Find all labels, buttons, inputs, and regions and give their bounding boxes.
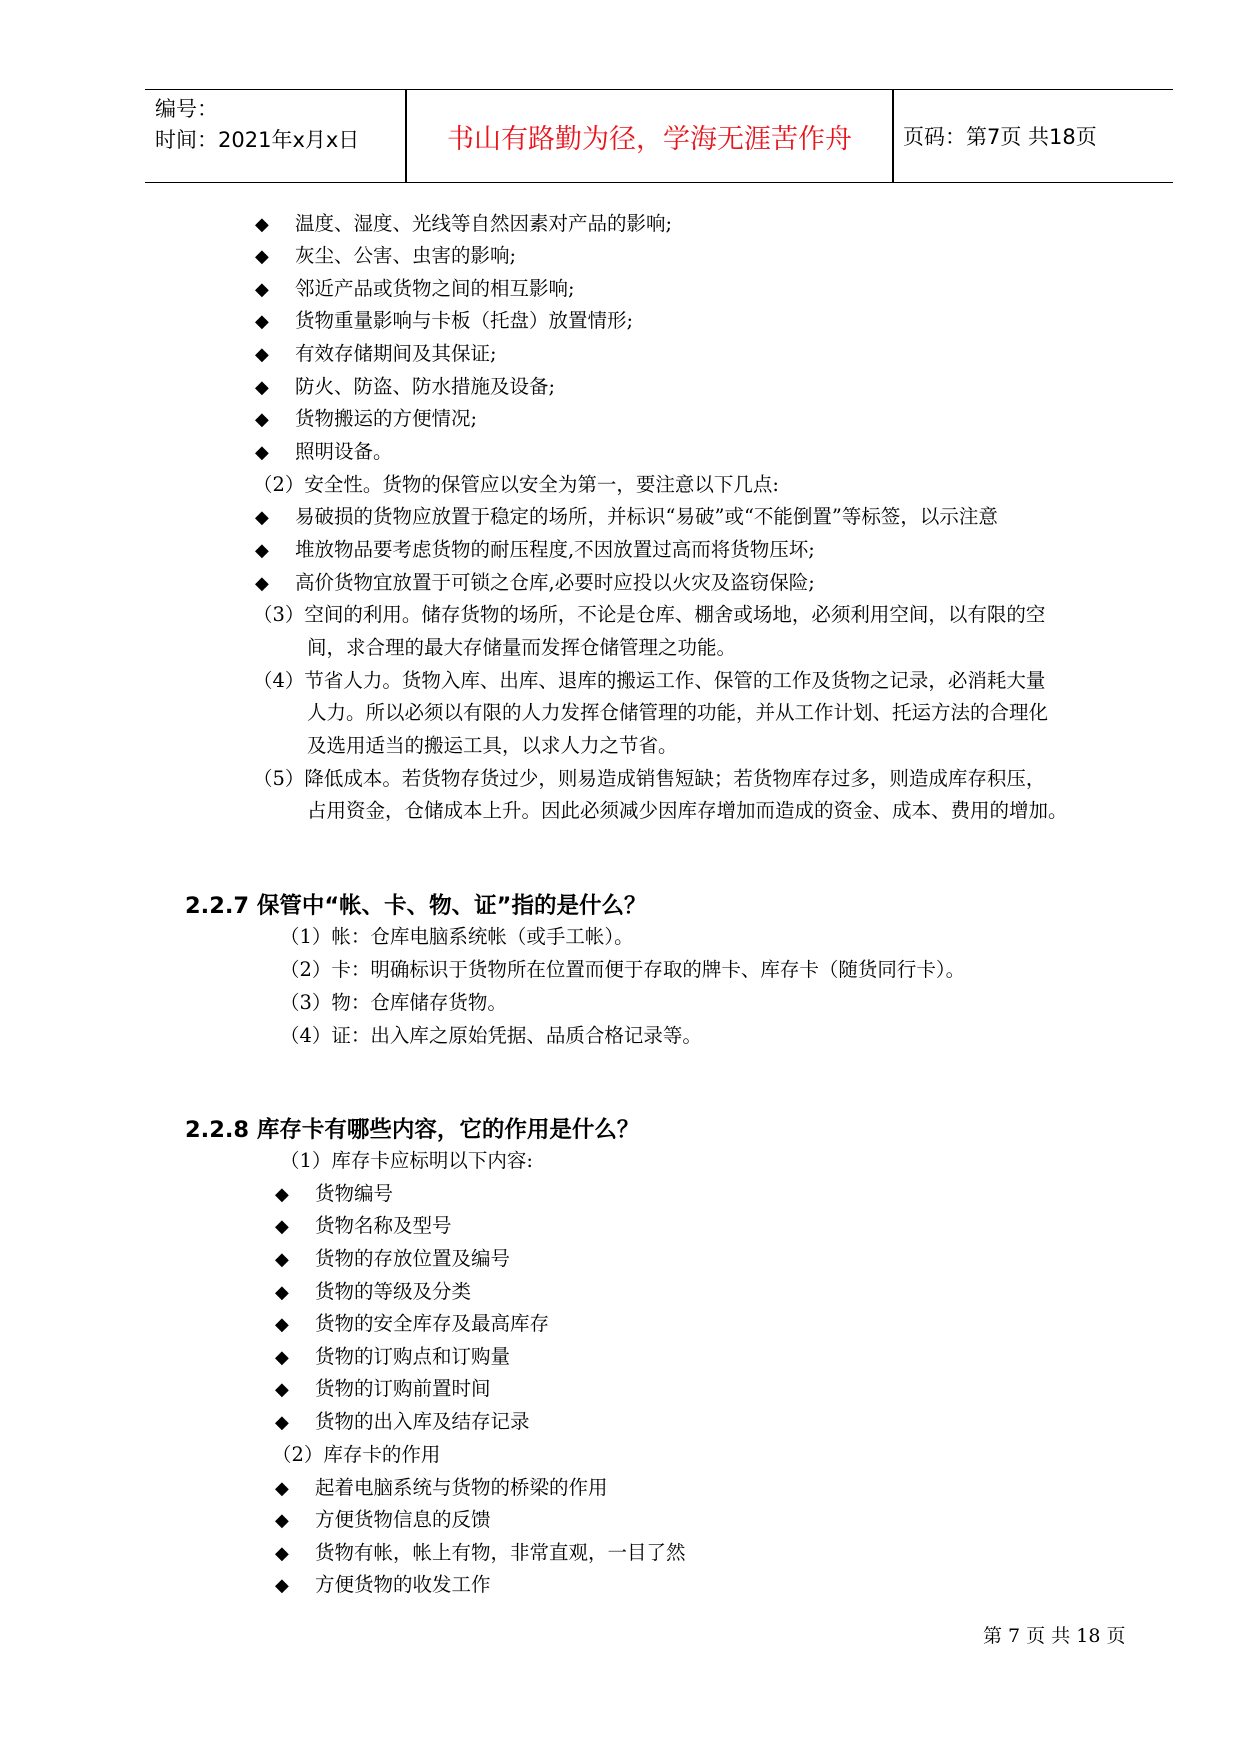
diamond-bullet-icon: ◆: [255, 377, 269, 398]
list-item: ◆ 防火、防盗、防水措施及设备;: [255, 372, 555, 403]
list-item: ◆ 货物名称及型号: [275, 1211, 452, 1242]
list-item: ◆ 货物重量影响与卡板（托盘）放置情形;: [255, 306, 633, 337]
list-item: ◆ 起着电脑系统与货物的桥梁的作用: [275, 1473, 608, 1504]
diamond-bullet-icon: ◆: [275, 1347, 289, 1368]
header-page-label: 页码：第7页 共18页: [903, 125, 1097, 149]
list-item: （4）证：出入库之原始凭据、品质合格记录等。: [280, 1024, 702, 1047]
paragraph: （2）库存卡的作用: [272, 1443, 441, 1466]
list-item: ◆ 货物的安全库存及最高库存: [275, 1309, 549, 1340]
paragraph: 及选用适当的搬运工具，以求人力之节省。: [307, 734, 678, 757]
list-item: ◆ 货物的订购点和订购量: [275, 1342, 510, 1373]
date-label: 时间：2021年x月x日: [155, 128, 360, 152]
diamond-bullet-icon: ◆: [275, 1314, 289, 1335]
section-heading: 2.2.7 保管中“帐、卡、物、证”指的是什么？: [185, 893, 647, 919]
list-item: ◆ 有效存储期间及其保证;: [255, 339, 497, 370]
diamond-bullet-icon: ◆: [275, 1478, 289, 1499]
paragraph: 占用资金，仓储成本上升。因此必须减少因库存增加而造成的资金、成本、费用的增加。: [307, 799, 1068, 822]
page-header: [145, 89, 1173, 183]
diamond-bullet-icon: ◆: [255, 540, 269, 561]
diamond-bullet-icon: ◆: [255, 442, 269, 463]
diamond-bullet-icon: ◆: [255, 311, 269, 332]
paragraph: 间，求合理的最大存储量而发挥仓储管理之功能。: [307, 636, 737, 659]
diamond-bullet-icon: ◆: [275, 1575, 289, 1596]
diamond-bullet-icon: ◆: [275, 1282, 289, 1303]
list-item: ◆ 货物编号: [275, 1179, 393, 1210]
paragraph: （2）安全性。货物的保管应以安全为第一，要注意以下几点:: [253, 473, 779, 496]
list-item: ◆ 方便货物的收发工作: [275, 1570, 491, 1601]
diamond-bullet-icon: ◆: [275, 1510, 289, 1531]
diamond-bullet-icon: ◆: [255, 507, 269, 528]
list-item: ◆ 货物的出入库及结存记录: [275, 1407, 530, 1438]
diamond-bullet-icon: ◆: [255, 409, 269, 430]
diamond-bullet-icon: ◆: [275, 1216, 289, 1237]
diamond-bullet-icon: ◆: [275, 1379, 289, 1400]
list-item: ◆ 邻近产品或货物之间的相互影响;: [255, 274, 575, 305]
list-item: ◆ 货物的订购前置时间: [275, 1374, 491, 1405]
paragraph: （4）节省人力。货物入库、出库、退库的搬运工作、保管的工作及货物之记录，必消耗大量: [253, 669, 1046, 692]
diamond-bullet-icon: ◆: [275, 1249, 289, 1270]
number-label: 编号：: [155, 97, 218, 121]
diamond-bullet-icon: ◆: [275, 1412, 289, 1433]
section-heading: 2.2.8 库存卡有哪些内容，它的作用是什么？: [185, 1117, 640, 1143]
list-item: ◆ 易破损的货物应放置于稳定的场所，并标识“易破”或“不能倒置”等标签，以示注意: [255, 502, 998, 533]
list-item: （3）物：仓库储存货物。: [280, 991, 507, 1014]
paragraph: （1）库存卡应标明以下内容:: [280, 1149, 533, 1172]
page-footer: 第 7 页 共 18 页: [983, 1625, 1126, 1647]
header-motto: 书山有路勤为径，学海无涯苦作舟: [447, 123, 852, 155]
paragraph: （5）降低成本。若货物存货过少，则易造成销售短缺；若货物库存过多，则造成库存积压，: [253, 767, 1046, 790]
list-item: ◆ 温度、湿度、光线等自然因素对产品的影响;: [255, 209, 672, 240]
header-meta: [155, 94, 359, 156]
diamond-bullet-icon: ◆: [255, 279, 269, 300]
list-item: ◆ 货物的存放位置及编号: [275, 1244, 510, 1275]
list-item: ◆ 货物的等级及分类: [275, 1277, 471, 1308]
diamond-bullet-icon: ◆: [255, 214, 269, 235]
list-item: ◆ 高价货物宜放置于可锁之仓库,必要时应投以火灾及盗窃保险;: [255, 568, 815, 599]
list-item: （2）卡：明确标识于货物所在位置而便于存取的牌卡、库存卡（随货同行卡）。: [280, 958, 966, 981]
diamond-bullet-icon: ◆: [255, 246, 269, 267]
list-item: ◆ 货物有帐，帐上有物，非常直观，一目了然: [275, 1538, 686, 1569]
list-item: （1）帐：仓库电脑系统帐（或手工帐）。: [280, 925, 634, 948]
diamond-bullet-icon: ◆: [255, 344, 269, 365]
diamond-bullet-icon: ◆: [255, 573, 269, 594]
paragraph: 人力。所以必须以有限的人力发挥仓储管理的功能，并从工作计划、托运方法的合理化: [307, 701, 1049, 724]
list-item: ◆ 照明设备。: [255, 437, 393, 468]
paragraph: （3）空间的利用。储存货物的场所，不论是仓库、棚舍或场地，必须利用空间，以有限的空: [253, 603, 1046, 626]
diamond-bullet-icon: ◆: [275, 1184, 289, 1205]
header-divider: [892, 90, 894, 182]
list-item: ◆ 方便货物信息的反馈: [275, 1505, 491, 1536]
list-item: ◆ 堆放物品要考虑货物的耐压程度,不因放置过高而将货物压坏;: [255, 535, 815, 566]
list-item: ◆ 灰尘、公害、虫害的影响;: [255, 241, 516, 272]
diamond-bullet-icon: ◆: [275, 1543, 289, 1564]
list-item: ◆ 货物搬运的方便情况;: [255, 404, 477, 435]
